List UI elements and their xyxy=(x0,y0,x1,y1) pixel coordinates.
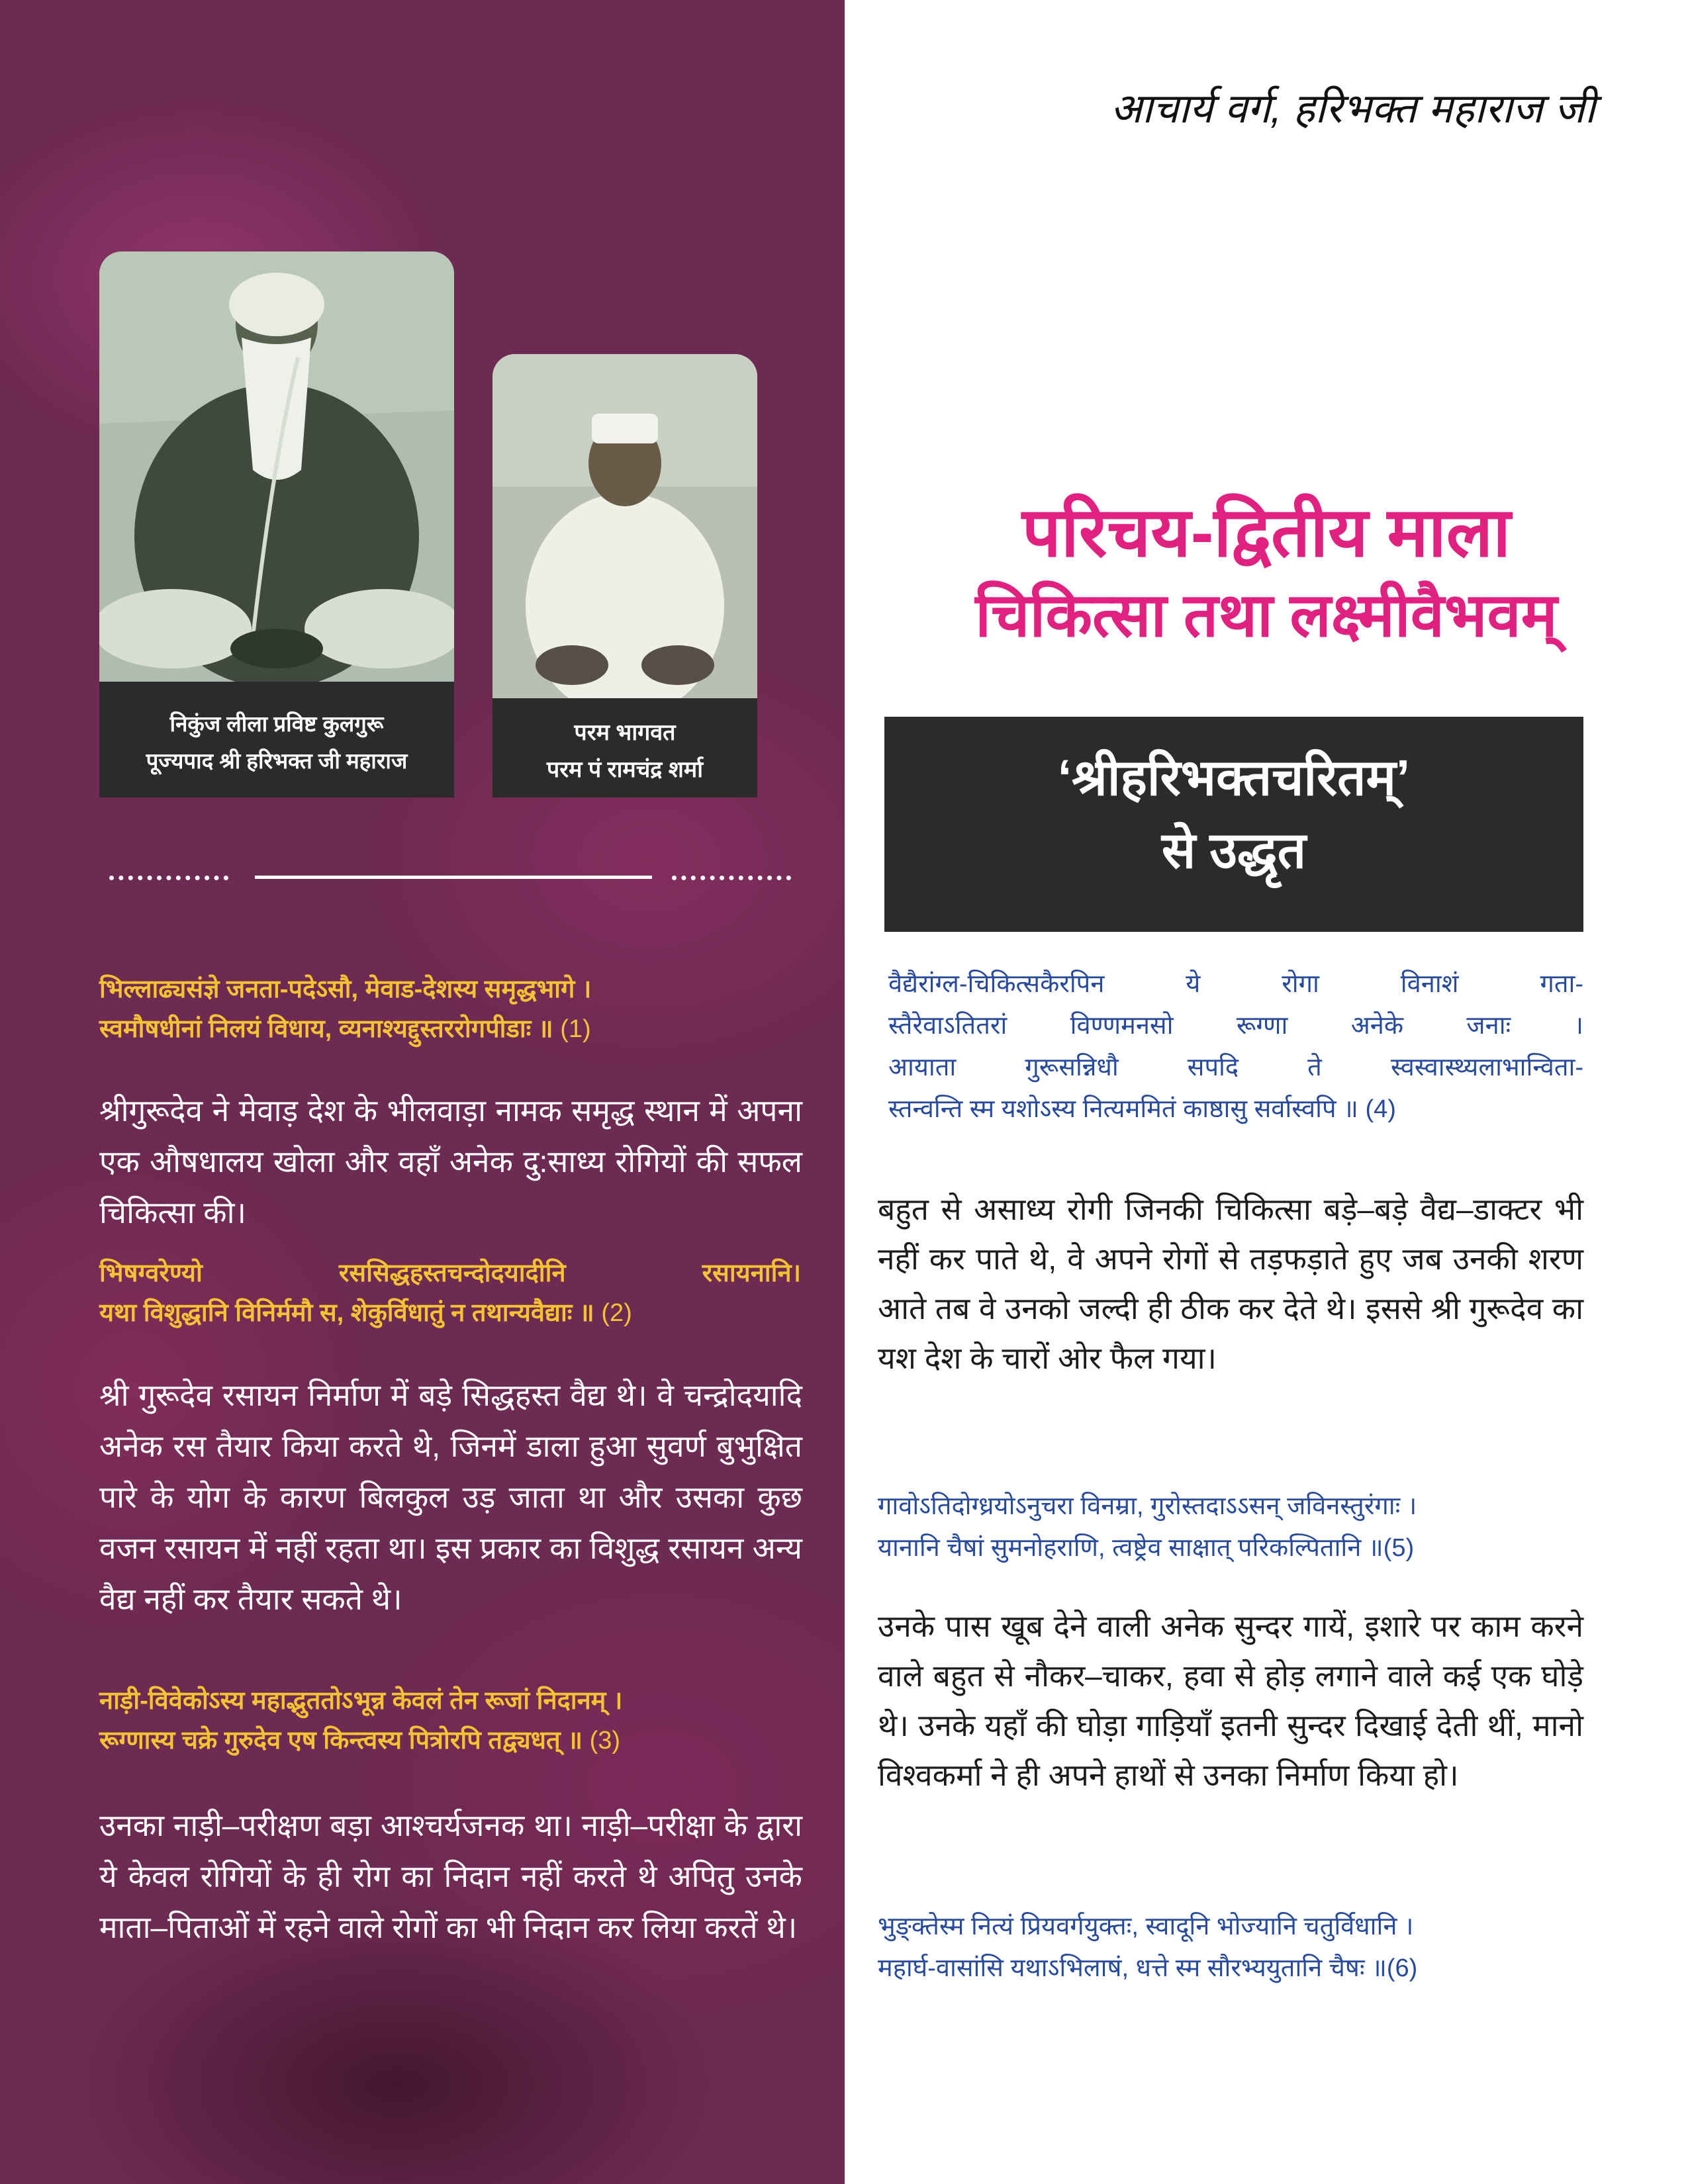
verse-4-line2: स्तैरेवाऽतितरां विण्णमनसो रूग्णा अनेके जनाः । xyxy=(888,1012,1583,1040)
verse-4-line1: वैद्यैरांग्ल-चिकित्सकैरपिन ये रोगा विनाशं गता- xyxy=(888,970,1583,998)
paragraph-2: श्री गुरूदेव रसायन निर्माण में बड़े सिद्धहस्त वैद्य थे। वे चन्द्रोदयादि अनेक रस तैयार किया करते थे, जिनमें डाला हुआ सुवर्ण बुभुक्षित पारे के योग के कारण बिलकुल उड़ जाता था और उसका कुछ वजन रसायन में नहीं रहता था। इस प्रकार का विशुद्ध रसायन अन्य वैद्य नहीं कर तैयार सकते थे। xyxy=(99,1378,802,1616)
verse-1-number: (1) xyxy=(560,1015,591,1043)
pandit-caption-line2: परम पं रामचंद्र शर्मा xyxy=(546,757,704,782)
guru-caption xyxy=(99,682,454,797)
verse-1 xyxy=(99,970,591,1049)
guru-caption-line1: निकुंज लीला प्रविष्ट कुलगुरू xyxy=(169,711,384,736)
main-title-line2: चिकित्सा तथा लक्ष्मीवैभवम् xyxy=(975,582,1558,649)
verse-6 xyxy=(878,1906,1417,1989)
paragraph-1: श्रीगुरूदेव ने मेवाड़ देश के भीलवाड़ा नामक समृद्ध स्थान में अपना एक औषधालय खोला और वहाँ अनेक दु:साध्य रोगियों की सफल चिकित्सा की। xyxy=(99,1093,802,1230)
pandit-figure-image xyxy=(492,354,757,698)
verse-5-number: (5) xyxy=(1383,1534,1415,1562)
verse-3-line1: नाड़ी-विवेकोऽस्य महाद्भुततोऽभून्न केवलं तेन रूजां निदानम् । xyxy=(99,1687,623,1715)
source-box xyxy=(884,717,1583,932)
verse-5 xyxy=(878,1486,1417,1569)
pandit-caption-line1: परम भागवत xyxy=(574,720,676,745)
verse-1-line1: भिल्लाढ्यसंज्ञे जनता-पदेऽसौ, मेवाड-देशस्य समृद्धभागे । xyxy=(99,976,592,1003)
verse-4-line3: आयाता गुरूसन्निधौ सपदि ते स्वस्वास्थ्यलाभान्विता- xyxy=(888,1054,1583,1081)
verse-3 xyxy=(99,1681,622,1760)
header-title: आचार्य वर्ग, हरिभक्त महाराज जी xyxy=(1110,86,1595,132)
verse-3-number: (3) xyxy=(589,1727,621,1754)
divider-dots-right xyxy=(672,876,791,880)
divider-dots-left xyxy=(109,876,228,880)
divider-line xyxy=(255,876,652,879)
source-box-line2: से उद्धृत xyxy=(1161,823,1307,879)
main-title-line1: परिचय-द्वितीय माला xyxy=(1021,494,1511,571)
paragraph-4: बहुत से असाध्य रोगी जिनकी चिकित्सा बड़े–बड़े वैद्य–डाक्टर भी नहीं कर पाते थे, वे अपने रोगों से तड़फड़ाते हुए जब उनकी शरण आते तब वे उनको जल्दी ही ठीक कर देते थे। इससे श्री गुरूदेव का यश देश के चारों ओर फैल गया। xyxy=(878,1192,1583,1375)
verse-2-number: (2) xyxy=(601,1299,632,1327)
verse-6-line2: महार्घ-वासांसि यथाऽभिलाषं, धत्ते स्म सौरभ्ययुतानि चैषः ॥ xyxy=(878,1954,1387,1982)
main-title xyxy=(845,490,1688,655)
pandit-caption xyxy=(492,698,757,797)
paragraph-5: उनके पास खूब देने वाली अनेक सुन्दर गायें, इशारे पर काम करने वाले बहुत से नौकर–चाकर, हवा से होड़ लगाने वाले कई एक घोड़े थे। उनके यहाँ की घोड़ा गाड़ियाँ इतनी सुन्दर दिखाई देती थीं, मानो विश्वकर्मा ने ही अपने हाथों से उनका निर्माण किया हो। xyxy=(878,1609,1583,1792)
guru-caption-line2: पूज्यपाद श्री हरिभक्त जी महाराज xyxy=(146,749,408,773)
verse-4 xyxy=(888,964,1583,1130)
verse-5-line1: गावोऽतिदोग्ध्रयोऽनुचरा विनम्रा, गुरोस्तदाऽऽसन् जविनस्तुरंगाः । xyxy=(878,1492,1417,1520)
verse-3-line2: रूग्णास्य चक्रे गुरुदेव एष किन्त्वस्य पित्रोरपि तद्व्यधत् ॥ xyxy=(99,1727,583,1754)
verse-2-line2: यथा विशुद्धानि विनिर्ममौ स, शेकुर्विधातुं न तथान्यवैद्याः ॥ xyxy=(99,1299,594,1327)
guru-photo xyxy=(99,251,454,682)
verse-6-line1: भुङ्क्तेस्म नित्यं प्रियवर्गयुक्तः, स्वादूनि भोज्यानि चतुर्विधानि । xyxy=(878,1913,1414,1940)
verse-2 xyxy=(99,1253,801,1333)
verse-1-line2: स्वमौषधीनां निलयं विधाय, व्यनाश्यद्दुस्तररोगपीडाः ॥ xyxy=(99,1015,553,1043)
verse-2-line1: भिषग्वरेण्यो रससिद्धहस्तचन्दोदयादीनि रसायनानि। xyxy=(99,1259,801,1287)
verse-4-line4: स्तन्वन्ति स्म यशोऽस्य नित्यममितं काष्ठासु सर्वास्वपि ॥ xyxy=(888,1095,1358,1123)
source-box-line1: ‘श्रीहरिभक्तचरितम्’ xyxy=(1057,750,1411,806)
verse-4-number: (4) xyxy=(1365,1095,1396,1123)
pandit-photo xyxy=(492,354,757,698)
paragraph-3: उनका नाड़ी–परीक्षण बड़ा आश्चर्यजनक था। नाड़ी–परीक्षा के द्वारा ये केवल रोगियों के ही रोग का निदान नहीं करते थे अपितु उनके माता–पिताओं में रहने वाले रोगों का भी निदान कर लिया करतें थे। xyxy=(99,1808,802,1944)
verse-6-number: (6) xyxy=(1386,1954,1418,1982)
guru-figure-image xyxy=(99,251,454,682)
verse-5-line2: यानानि चैषां सुमनोहराणि, त्वष्ट्रेव साक्षात् परिकल्पितानि ॥ xyxy=(878,1534,1383,1562)
right-panel xyxy=(845,0,1688,2184)
